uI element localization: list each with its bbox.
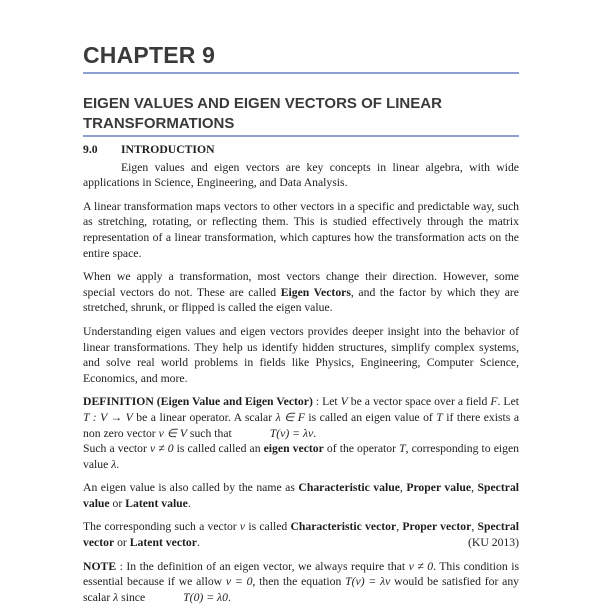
title-rule bbox=[83, 135, 519, 137]
definition-equation: T(v) = λv bbox=[269, 426, 314, 440]
note-equation: T(0) = λ0 bbox=[183, 590, 228, 604]
note-block: NOTE : In the definition of an eigen vector, we always require that v ≠ 0. This condition is essential because if we allow v = 0, then the equation T(v) = λv would be satisfied for any scalar λ since T(0) = λ0. bbox=[83, 559, 520, 604]
definition-label: DEFINITION (Eigen Value and Eigen Vector) bbox=[83, 395, 313, 409]
chapter-rule bbox=[83, 72, 519, 74]
chapter-title: EIGEN VALUES AND EIGEN VECTORS OF LINEAR TRANSFORMATIONS bbox=[83, 95, 442, 132]
section-title: INTRODUCTION bbox=[121, 143, 215, 156]
paragraph-linear-transformation: A linear transformation maps vectors to other vectors in a specific and predictable way, such as stretching, rotating, or reflecting them. This is studied effectively through the matrix representation of a linear transformation, which captures how the transformation acts on the entire space. bbox=[83, 199, 519, 260]
eigen-vector-sentence: Such a vector v ≠ 0 is called called an eigen vector of the operator T, corresponding to eigen value λ. bbox=[83, 442, 520, 471]
paragraph-insight: Understanding eigen values and eigen vectors provides deeper insight into the behavior of linear transformations. They help us identify hidden structures, simplify complex systems, and solve real world problems in fields like Physics, Engineering, Computer Science, Economics, and more. bbox=[83, 324, 519, 385]
exam-reference: (KU 2013) bbox=[468, 536, 519, 550]
paragraph-value-aliases: An eigen value is also called by the name as Characteristic value, Proper value, Spectral value or Latent value. bbox=[83, 481, 520, 510]
math-map: T : V → V bbox=[83, 410, 133, 424]
body-text bbox=[83, 142, 519, 613]
term-eigen-vector: eigen vector bbox=[263, 442, 324, 456]
definition-block: DEFINITION (Eigen Value and Eigen Vector) : Let V be a vector space over a field F. Let T : V → V be a linear operator. A scalar λ ∈ F is called an eigen value of T if there exists a non zero vector v ∈ V such that T(v) = λv. bbox=[83, 395, 520, 440]
paragraph-vector-aliases: The corresponding such a vector v is called Characteristic vector, Proper vector, Spectral vector or Latent vector. (KU 2013) bbox=[83, 520, 520, 550]
chapter-label: CHAPTER 9 bbox=[83, 42, 216, 68]
paragraph-intro: Eigen values and eigen vectors are key concepts in linear algebra, with wide applications in Science, Engineering, and Data Analysis. bbox=[83, 160, 519, 190]
paragraph-eigen-vectors: When we apply a transformation, most vectors change their direction. However, some special vectors do not. These are called Eigen Vectors, and the factor by which they are stretched, shrunk, or flipped is called the eigen value. bbox=[83, 270, 519, 315]
note-label: NOTE bbox=[83, 559, 117, 573]
section-number: 9.0 bbox=[83, 143, 98, 156]
section-heading bbox=[83, 142, 519, 158]
term-eigen-vectors: Eigen Vectors bbox=[280, 285, 351, 299]
